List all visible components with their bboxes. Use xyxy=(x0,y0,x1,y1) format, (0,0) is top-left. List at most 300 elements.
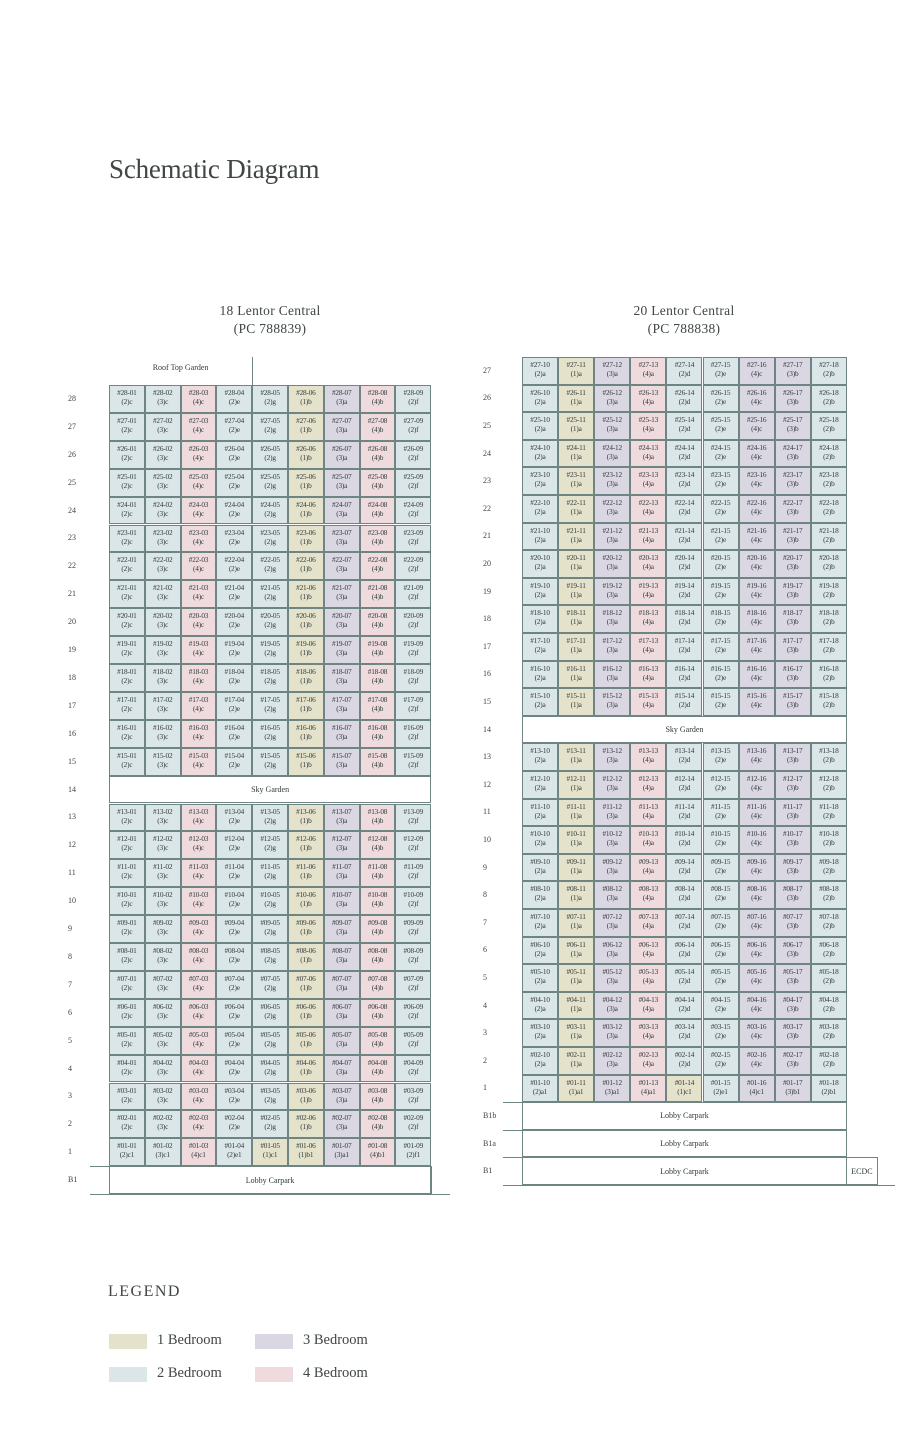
unit-cell[interactable] xyxy=(703,992,739,1020)
unit-cell[interactable] xyxy=(558,771,594,799)
unit-cell[interactable] xyxy=(324,831,360,859)
unit-cell[interactable] xyxy=(739,412,775,440)
unit-cell[interactable] xyxy=(739,1019,775,1047)
unit-cell[interactable] xyxy=(216,1138,252,1166)
unit-cell[interactable] xyxy=(522,799,558,827)
unit-cell[interactable] xyxy=(145,1138,181,1166)
unit-cell[interactable] xyxy=(811,412,847,440)
unit-cell[interactable] xyxy=(288,413,324,441)
unit-cell[interactable] xyxy=(666,1075,702,1103)
unit-cell[interactable] xyxy=(703,495,739,523)
unit-cell[interactable] xyxy=(739,523,775,551)
unit-cell[interactable] xyxy=(216,552,252,580)
unit-cell[interactable] xyxy=(703,909,739,937)
unit-cell[interactable] xyxy=(703,1047,739,1075)
unit-cell[interactable] xyxy=(288,720,324,748)
unit-cell[interactable] xyxy=(558,495,594,523)
unit-cell[interactable] xyxy=(666,385,702,413)
unit-cell[interactable] xyxy=(395,804,431,832)
unit-cell[interactable] xyxy=(666,964,702,992)
unit-cell[interactable] xyxy=(145,915,181,943)
unit-cell[interactable] xyxy=(594,440,630,468)
unit-cell[interactable] xyxy=(181,580,217,608)
unit-cell[interactable] xyxy=(395,385,431,413)
unit-cell[interactable] xyxy=(739,633,775,661)
unit-cell[interactable] xyxy=(558,688,594,716)
unit-cell[interactable] xyxy=(739,688,775,716)
unit-cell[interactable] xyxy=(395,636,431,664)
unit-cell[interactable] xyxy=(703,550,739,578)
unit-cell[interactable] xyxy=(703,661,739,689)
unit-cell[interactable] xyxy=(666,799,702,827)
unit-cell[interactable] xyxy=(109,943,145,971)
unit-cell[interactable] xyxy=(630,357,666,385)
unit-cell[interactable] xyxy=(216,580,252,608)
unit-cell[interactable] xyxy=(324,692,360,720)
unit-cell[interactable] xyxy=(324,943,360,971)
unit-cell[interactable] xyxy=(395,413,431,441)
unit-cell[interactable] xyxy=(811,688,847,716)
unit-cell[interactable] xyxy=(558,467,594,495)
unit-cell[interactable] xyxy=(324,1055,360,1083)
unit-cell[interactable] xyxy=(109,1083,145,1111)
unit-cell[interactable] xyxy=(666,412,702,440)
unit-cell[interactable] xyxy=(216,859,252,887)
unit-cell[interactable] xyxy=(630,826,666,854)
unit-cell[interactable] xyxy=(216,497,252,525)
unit-cell[interactable] xyxy=(109,971,145,999)
unit-cell[interactable] xyxy=(703,854,739,882)
unit-cell[interactable] xyxy=(739,799,775,827)
unit-cell[interactable] xyxy=(395,748,431,776)
unit-cell[interactable] xyxy=(216,720,252,748)
unit-cell[interactable] xyxy=(594,1047,630,1075)
unit-cell[interactable] xyxy=(775,992,811,1020)
unit-cell[interactable] xyxy=(395,720,431,748)
unit-cell[interactable] xyxy=(252,831,288,859)
unit-cell[interactable] xyxy=(811,826,847,854)
unit-cell[interactable] xyxy=(145,692,181,720)
unit-cell[interactable] xyxy=(594,964,630,992)
unit-cell[interactable] xyxy=(558,550,594,578)
unit-cell[interactable] xyxy=(360,748,396,776)
unit-cell[interactable] xyxy=(666,633,702,661)
unit-cell[interactable] xyxy=(252,664,288,692)
unit-cell[interactable] xyxy=(666,357,702,385)
unit-cell[interactable] xyxy=(252,1083,288,1111)
unit-cell[interactable] xyxy=(216,887,252,915)
unit-cell[interactable] xyxy=(558,412,594,440)
unit-cell[interactable] xyxy=(775,743,811,771)
unit-cell[interactable] xyxy=(775,550,811,578)
unit-cell[interactable] xyxy=(558,661,594,689)
unit-cell[interactable] xyxy=(594,495,630,523)
unit-cell[interactable] xyxy=(109,441,145,469)
unit-cell[interactable] xyxy=(252,887,288,915)
unit-cell[interactable] xyxy=(775,771,811,799)
unit-cell[interactable] xyxy=(703,440,739,468)
unit-cell[interactable] xyxy=(775,1075,811,1103)
unit-cell[interactable] xyxy=(395,943,431,971)
unit-cell[interactable] xyxy=(594,467,630,495)
unit-cell[interactable] xyxy=(109,804,145,832)
unit-cell[interactable] xyxy=(522,578,558,606)
unit-cell[interactable] xyxy=(252,441,288,469)
unit-cell[interactable] xyxy=(594,992,630,1020)
unit-cell[interactable] xyxy=(666,992,702,1020)
unit-cell[interactable] xyxy=(775,357,811,385)
unit-cell[interactable] xyxy=(252,525,288,553)
unit-cell[interactable] xyxy=(360,608,396,636)
unit-cell[interactable] xyxy=(216,1027,252,1055)
unit-cell[interactable] xyxy=(558,854,594,882)
unit-cell[interactable] xyxy=(360,943,396,971)
unit-cell[interactable] xyxy=(811,357,847,385)
unit-cell[interactable] xyxy=(775,605,811,633)
unit-cell[interactable] xyxy=(181,636,217,664)
unit-cell[interactable] xyxy=(288,971,324,999)
unit-cell[interactable] xyxy=(252,469,288,497)
unit-cell[interactable] xyxy=(252,413,288,441)
unit-cell[interactable] xyxy=(630,964,666,992)
unit-cell[interactable] xyxy=(252,580,288,608)
unit-cell[interactable] xyxy=(181,915,217,943)
unit-cell[interactable] xyxy=(216,441,252,469)
unit-cell[interactable] xyxy=(395,525,431,553)
unit-cell[interactable] xyxy=(739,771,775,799)
unit-cell[interactable] xyxy=(216,413,252,441)
unit-cell[interactable] xyxy=(360,1138,396,1166)
unit-cell[interactable] xyxy=(252,385,288,413)
unit-cell[interactable] xyxy=(558,385,594,413)
unit-cell[interactable] xyxy=(109,887,145,915)
unit-cell[interactable] xyxy=(181,804,217,832)
unit-cell[interactable] xyxy=(109,1055,145,1083)
unit-cell[interactable] xyxy=(360,1110,396,1138)
unit-cell[interactable] xyxy=(288,831,324,859)
unit-cell[interactable] xyxy=(109,720,145,748)
unit-cell[interactable] xyxy=(395,1027,431,1055)
unit-cell[interactable] xyxy=(703,964,739,992)
unit-cell[interactable] xyxy=(558,1075,594,1103)
unit-cell[interactable] xyxy=(522,633,558,661)
unit-cell[interactable] xyxy=(666,661,702,689)
unit-cell[interactable] xyxy=(109,859,145,887)
unit-cell[interactable] xyxy=(522,826,558,854)
unit-cell[interactable] xyxy=(181,943,217,971)
unit-cell[interactable] xyxy=(288,943,324,971)
unit-cell[interactable] xyxy=(594,661,630,689)
unit-cell[interactable] xyxy=(666,440,702,468)
unit-cell[interactable] xyxy=(288,692,324,720)
unit-cell[interactable] xyxy=(216,943,252,971)
unit-cell[interactable] xyxy=(288,1027,324,1055)
unit-cell[interactable] xyxy=(109,552,145,580)
unit-cell[interactable] xyxy=(522,523,558,551)
unit-cell[interactable] xyxy=(594,937,630,965)
unit-cell[interactable] xyxy=(558,578,594,606)
unit-cell[interactable] xyxy=(109,915,145,943)
unit-cell[interactable] xyxy=(594,688,630,716)
unit-cell[interactable] xyxy=(252,999,288,1027)
unit-cell[interactable] xyxy=(666,854,702,882)
unit-cell[interactable] xyxy=(703,743,739,771)
unit-cell[interactable] xyxy=(324,580,360,608)
unit-cell[interactable] xyxy=(145,971,181,999)
unit-cell[interactable] xyxy=(594,412,630,440)
unit-cell[interactable] xyxy=(181,859,217,887)
unit-cell[interactable] xyxy=(395,692,431,720)
unit-cell[interactable] xyxy=(360,692,396,720)
unit-cell[interactable] xyxy=(252,748,288,776)
unit-cell[interactable] xyxy=(252,915,288,943)
unit-cell[interactable] xyxy=(288,525,324,553)
unit-cell[interactable] xyxy=(145,1083,181,1111)
unit-cell[interactable] xyxy=(811,1075,847,1103)
unit-cell[interactable] xyxy=(145,1110,181,1138)
unit-cell[interactable] xyxy=(395,971,431,999)
unit-cell[interactable] xyxy=(288,804,324,832)
unit-cell[interactable] xyxy=(811,964,847,992)
unit-cell[interactable] xyxy=(216,664,252,692)
unit-cell[interactable] xyxy=(109,831,145,859)
unit-cell[interactable] xyxy=(395,1110,431,1138)
unit-cell[interactable] xyxy=(181,664,217,692)
unit-cell[interactable] xyxy=(252,692,288,720)
unit-cell[interactable] xyxy=(109,385,145,413)
unit-cell[interactable] xyxy=(181,497,217,525)
unit-cell[interactable] xyxy=(395,831,431,859)
unit-cell[interactable] xyxy=(145,441,181,469)
unit-cell[interactable] xyxy=(145,552,181,580)
unit-cell[interactable] xyxy=(216,469,252,497)
unit-cell[interactable] xyxy=(811,440,847,468)
unit-cell[interactable] xyxy=(594,881,630,909)
unit-cell[interactable] xyxy=(216,804,252,832)
unit-cell[interactable] xyxy=(395,608,431,636)
unit-cell[interactable] xyxy=(594,1075,630,1103)
unit-cell[interactable] xyxy=(703,633,739,661)
unit-cell[interactable] xyxy=(145,859,181,887)
unit-cell[interactable] xyxy=(181,1083,217,1111)
unit-cell[interactable] xyxy=(703,881,739,909)
unit-cell[interactable] xyxy=(109,999,145,1027)
unit-cell[interactable] xyxy=(360,385,396,413)
unit-cell[interactable] xyxy=(594,523,630,551)
unit-cell[interactable] xyxy=(360,664,396,692)
unit-cell[interactable] xyxy=(395,580,431,608)
unit-cell[interactable] xyxy=(775,661,811,689)
unit-cell[interactable] xyxy=(522,909,558,937)
unit-cell[interactable] xyxy=(703,523,739,551)
unit-cell[interactable] xyxy=(395,552,431,580)
unit-cell[interactable] xyxy=(360,804,396,832)
unit-cell[interactable] xyxy=(360,441,396,469)
unit-cell[interactable] xyxy=(288,469,324,497)
unit-cell[interactable] xyxy=(395,859,431,887)
unit-cell[interactable] xyxy=(630,743,666,771)
unit-cell[interactable] xyxy=(666,578,702,606)
unit-cell[interactable] xyxy=(594,633,630,661)
unit-cell[interactable] xyxy=(811,937,847,965)
unit-cell[interactable] xyxy=(181,971,217,999)
unit-cell[interactable] xyxy=(666,771,702,799)
unit-cell[interactable] xyxy=(324,748,360,776)
unit-cell[interactable] xyxy=(775,633,811,661)
unit-cell[interactable] xyxy=(181,608,217,636)
unit-cell[interactable] xyxy=(324,497,360,525)
unit-cell[interactable] xyxy=(594,909,630,937)
unit-cell[interactable] xyxy=(360,831,396,859)
unit-cell[interactable] xyxy=(324,1110,360,1138)
unit-cell[interactable] xyxy=(666,881,702,909)
unit-cell[interactable] xyxy=(324,636,360,664)
unit-cell[interactable] xyxy=(360,469,396,497)
unit-cell[interactable] xyxy=(181,525,217,553)
unit-cell[interactable] xyxy=(703,605,739,633)
unit-cell[interactable] xyxy=(181,552,217,580)
unit-cell[interactable] xyxy=(739,385,775,413)
unit-cell[interactable] xyxy=(145,664,181,692)
unit-cell[interactable] xyxy=(703,1019,739,1047)
unit-cell[interactable] xyxy=(395,915,431,943)
unit-cell[interactable] xyxy=(360,971,396,999)
unit-cell[interactable] xyxy=(630,1047,666,1075)
unit-cell[interactable] xyxy=(288,636,324,664)
unit-cell[interactable] xyxy=(703,937,739,965)
unit-cell[interactable] xyxy=(811,854,847,882)
unit-cell[interactable] xyxy=(522,854,558,882)
unit-cell[interactable] xyxy=(252,1055,288,1083)
unit-cell[interactable] xyxy=(739,467,775,495)
unit-cell[interactable] xyxy=(775,688,811,716)
unit-cell[interactable] xyxy=(594,771,630,799)
unit-cell[interactable] xyxy=(181,413,217,441)
unit-cell[interactable] xyxy=(666,523,702,551)
unit-cell[interactable] xyxy=(145,413,181,441)
unit-cell[interactable] xyxy=(630,605,666,633)
unit-cell[interactable] xyxy=(360,887,396,915)
unit-cell[interactable] xyxy=(558,1047,594,1075)
unit-cell[interactable] xyxy=(181,1055,217,1083)
unit-cell[interactable] xyxy=(558,440,594,468)
unit-cell[interactable] xyxy=(630,1075,666,1103)
unit-cell[interactable] xyxy=(216,999,252,1027)
unit-cell[interactable] xyxy=(739,964,775,992)
unit-cell[interactable] xyxy=(811,550,847,578)
unit-cell[interactable] xyxy=(630,688,666,716)
unit-cell[interactable] xyxy=(594,550,630,578)
unit-cell[interactable] xyxy=(324,552,360,580)
unit-cell[interactable] xyxy=(360,580,396,608)
unit-cell[interactable] xyxy=(594,826,630,854)
unit-cell[interactable] xyxy=(811,1019,847,1047)
unit-cell[interactable] xyxy=(395,1138,431,1166)
unit-cell[interactable] xyxy=(145,720,181,748)
unit-cell[interactable] xyxy=(522,495,558,523)
unit-cell[interactable] xyxy=(811,495,847,523)
unit-cell[interactable] xyxy=(109,413,145,441)
unit-cell[interactable] xyxy=(630,523,666,551)
unit-cell[interactable] xyxy=(739,1047,775,1075)
unit-cell[interactable] xyxy=(558,881,594,909)
unit-cell[interactable] xyxy=(775,964,811,992)
unit-cell[interactable] xyxy=(252,552,288,580)
unit-cell[interactable] xyxy=(109,692,145,720)
unit-cell[interactable] xyxy=(739,881,775,909)
unit-cell[interactable] xyxy=(775,1047,811,1075)
unit-cell[interactable] xyxy=(811,661,847,689)
unit-cell[interactable] xyxy=(181,720,217,748)
unit-cell[interactable] xyxy=(145,999,181,1027)
unit-cell[interactable] xyxy=(324,469,360,497)
unit-cell[interactable] xyxy=(360,1083,396,1111)
unit-cell[interactable] xyxy=(360,525,396,553)
unit-cell[interactable] xyxy=(145,887,181,915)
unit-cell[interactable] xyxy=(522,771,558,799)
unit-cell[interactable] xyxy=(522,412,558,440)
unit-cell[interactable] xyxy=(594,799,630,827)
unit-cell[interactable] xyxy=(145,748,181,776)
unit-cell[interactable] xyxy=(522,605,558,633)
unit-cell[interactable] xyxy=(703,412,739,440)
unit-cell[interactable] xyxy=(216,692,252,720)
unit-cell[interactable] xyxy=(666,495,702,523)
unit-cell[interactable] xyxy=(594,578,630,606)
unit-cell[interactable] xyxy=(522,440,558,468)
unit-cell[interactable] xyxy=(324,999,360,1027)
unit-cell[interactable] xyxy=(558,964,594,992)
unit-cell[interactable] xyxy=(145,525,181,553)
unit-cell[interactable] xyxy=(324,525,360,553)
unit-cell[interactable] xyxy=(109,1110,145,1138)
unit-cell[interactable] xyxy=(594,1019,630,1047)
unit-cell[interactable] xyxy=(216,831,252,859)
unit-cell[interactable] xyxy=(109,1138,145,1166)
unit-cell[interactable] xyxy=(360,1027,396,1055)
unit-cell[interactable] xyxy=(181,1027,217,1055)
unit-cell[interactable] xyxy=(703,771,739,799)
unit-cell[interactable] xyxy=(324,971,360,999)
unit-cell[interactable] xyxy=(181,441,217,469)
unit-cell[interactable] xyxy=(594,605,630,633)
unit-cell[interactable] xyxy=(395,664,431,692)
unit-cell[interactable] xyxy=(145,804,181,832)
unit-cell[interactable] xyxy=(216,608,252,636)
unit-cell[interactable] xyxy=(145,943,181,971)
unit-cell[interactable] xyxy=(252,971,288,999)
unit-cell[interactable] xyxy=(360,413,396,441)
unit-cell[interactable] xyxy=(594,854,630,882)
unit-cell[interactable] xyxy=(522,743,558,771)
unit-cell[interactable] xyxy=(288,441,324,469)
unit-cell[interactable] xyxy=(522,1075,558,1103)
unit-cell[interactable] xyxy=(216,385,252,413)
unit-cell[interactable] xyxy=(666,826,702,854)
unit-cell[interactable] xyxy=(252,1110,288,1138)
unit-cell[interactable] xyxy=(739,578,775,606)
unit-cell[interactable] xyxy=(522,467,558,495)
unit-cell[interactable] xyxy=(630,412,666,440)
unit-cell[interactable] xyxy=(630,937,666,965)
unit-cell[interactable] xyxy=(739,826,775,854)
unit-cell[interactable] xyxy=(324,608,360,636)
unit-cell[interactable] xyxy=(703,357,739,385)
unit-cell[interactable] xyxy=(630,661,666,689)
unit-cell[interactable] xyxy=(109,580,145,608)
unit-cell[interactable] xyxy=(109,748,145,776)
unit-cell[interactable] xyxy=(811,467,847,495)
